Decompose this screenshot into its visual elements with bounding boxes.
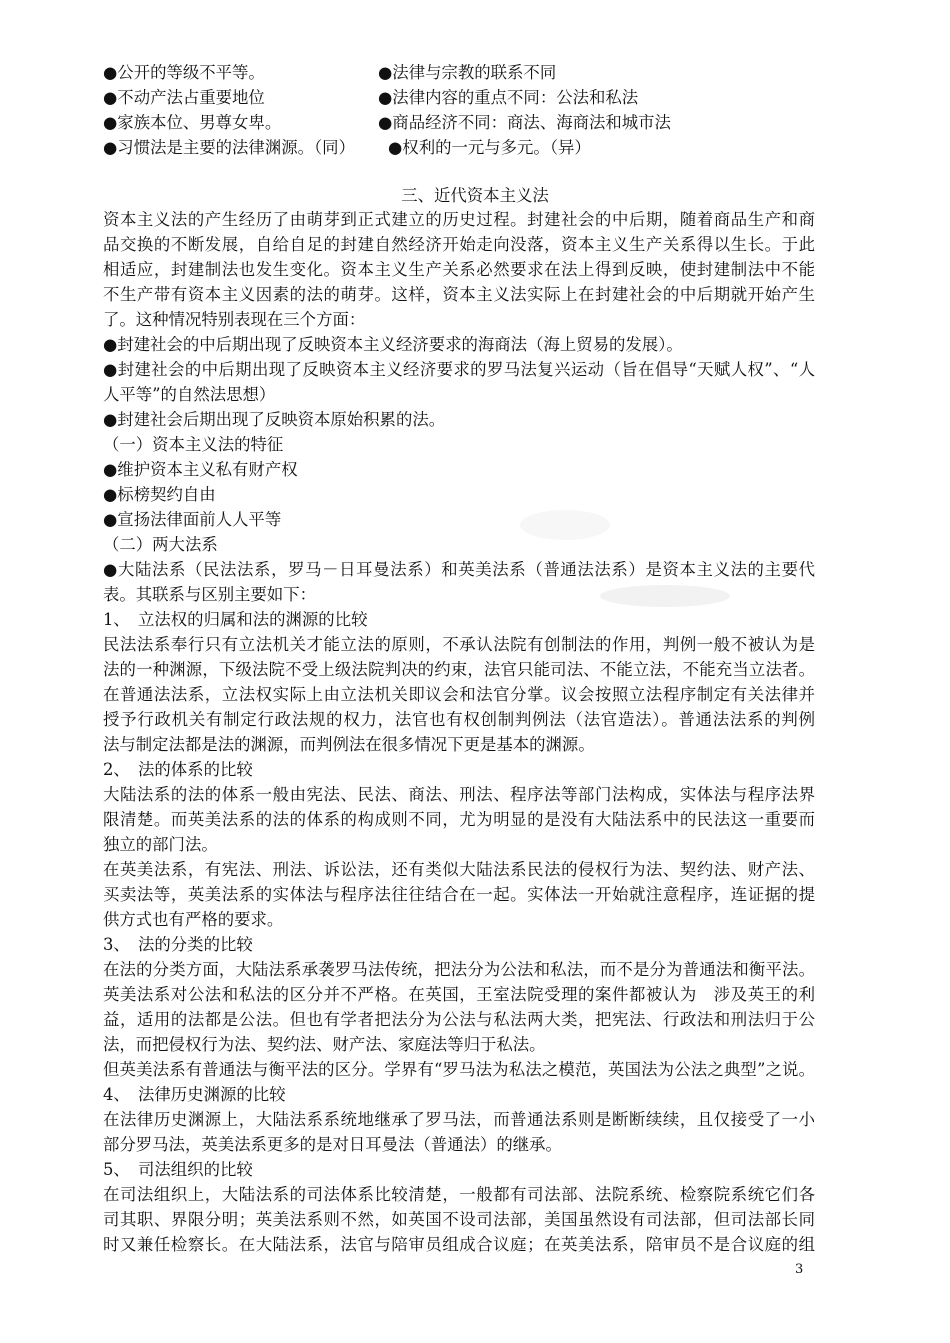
- difference-point: ●法律与宗教的联系不同: [378, 63, 557, 82]
- text-line: 益，适用的法都是公法。但也有学者把法分为公法与私法两大类，把宪法、行政法和刑法归于公: [103, 1010, 815, 1029]
- subheading: （二）两大法系: [103, 535, 218, 554]
- same-point: ●公开的等级不平等。: [103, 63, 265, 82]
- numbered-heading: 3、 法的分类的比较: [103, 935, 253, 954]
- text-line: 资本主义法的产生经历了由萌芽到正式建立的历史过程。封建社会的中后期，随着商品生产和商: [103, 210, 815, 229]
- text-line: 供方式也有严格的要求。: [103, 910, 284, 929]
- numbered-heading: 2、 法的体系的比较: [103, 760, 253, 779]
- text-line: 在英美法系，有宪法、刑法、诉讼法，还有类似大陆法系民法的侵权行为法、契约法、财产法、: [103, 860, 815, 879]
- section-title: 三、近代资本主义法: [401, 186, 549, 205]
- same-point: ●不动产法占重要地位: [103, 88, 265, 107]
- difference-point: ●商品经济不同：商法、海商法和城市法: [378, 113, 671, 132]
- text-line: 时又兼任检察长。在大陆法系，法官与陪审员组成合议庭；在英美法系，陪审员不是合议庭的组: [103, 1235, 815, 1254]
- numbered-heading: 5、 司法组织的比较: [103, 1160, 253, 1179]
- text-line: 独立的部门法。: [103, 835, 218, 854]
- text-line: 人平等”的自然法思想）: [103, 385, 276, 404]
- bullet-line: ●宣扬法律面前人人平等: [103, 510, 282, 529]
- same-point: ●习惯法是主要的法律渊源。（同）: [103, 138, 355, 157]
- text-line: 司其职、界限分明；英美法系则不然，如英国不设司法部，美国虽然设有司法部，但司法部长同: [103, 1210, 815, 1229]
- text-line: 品交换的不断发展，自给自足的封建自然经济开始走向没落，资本主义生产关系得以生长。于此: [103, 235, 815, 254]
- comparison-row: [103, 135, 823, 160]
- text-line: 大陆法系的法的体系一般由宪法、民法、商法、刑法、程序法等部门法构成，实体法与程序法界: [103, 785, 815, 804]
- bullet-line: ●封建社会的中后期出现了反映资本主义经济要求的罗马法复兴运动（旨在倡导“天赋人权”、“人: [103, 360, 815, 379]
- text-line: 在法的分类方面，大陆法系承袭罗马法传统，把法分为公法和私法，而不是分为普通法和衡平法。: [103, 960, 815, 979]
- text-line: 授予行政机关有制定行政法规的权力，法官也有权创制判例法（法官造法）。普通法法系的判例: [103, 710, 815, 729]
- text-line: 在普通法法系，立法权实际上由立法机关即议会和法官分掌。议会按照立法程序制定有关法律并: [103, 685, 815, 704]
- comparison-row: [103, 85, 823, 110]
- bullet-line: ●封建社会的中后期出现了反映资本主义经济要求的海商法（海上贸易的发展）。: [103, 335, 683, 354]
- comparison-row: [103, 110, 823, 135]
- difference-point: ●权利的一元与多元。（异）: [388, 138, 591, 157]
- bullet-line: ●标榜契约自由: [103, 485, 216, 504]
- text-line: 了。这种情况特别表现在三个方面：: [103, 310, 366, 329]
- text-line: 法与制定法都是法的渊源，而判例法在很多情况下更是基本的渊源。: [103, 735, 595, 754]
- page-number: 3: [795, 1262, 804, 1277]
- text-line: 民法法系奉行只有立法机关才能立法的原则，不承认法院有创制法的作用，判例一般不被认为是: [103, 635, 815, 654]
- numbered-heading: 1、 立法权的归属和法的渊源的比较: [103, 610, 368, 629]
- difference-point: ●法律内容的重点不同：公法和私法: [378, 88, 639, 107]
- text-line: 买卖法等，英美法系的实体法与程序法往往结合在一起。实体法一开始就注意程序，连证据的提: [103, 885, 815, 904]
- text-line: 表。其联系与区别主要如下：: [103, 585, 317, 604]
- comparison-row: [103, 60, 823, 85]
- text-line: 法，而把侵权行为法、契约法、财产法、家庭法等归于私法。: [103, 1035, 546, 1054]
- text-line: 部分罗马法，英美法系更多的是对日耳曼法（普通法）的继承。: [103, 1135, 562, 1154]
- bullet-line: ●大陆法系（民法法系，罗马－日耳曼法系）和英美法系（普通法法系）是资本主义法的主要代: [103, 560, 815, 579]
- text-line: 相适应，封建制法也发生变化。资本主义生产关系必然要求在法上得到反映，使封建制法中不能: [103, 260, 815, 279]
- comparison-columns: [103, 60, 823, 160]
- subheading: （一）资本主义法的特征: [103, 435, 284, 454]
- bullet-line: ●封建社会后期出现了反映资本原始积累的法。: [103, 410, 446, 429]
- same-point: ●家族本位、男尊女卑。: [103, 113, 282, 132]
- text-line: 英美法系对公法和私法的区分并不严格。在英国，王室法院受理的案件都被认为 涉及英王的利: [103, 985, 815, 1004]
- numbered-heading: 4、 法律历史渊源的比较: [103, 1085, 286, 1104]
- text-line: 在法律历史渊源上，大陆法系系统地继承了罗马法，而普通法系则是断断续续，且仅接受了一小: [103, 1110, 815, 1129]
- text-line: 在司法组织上，大陆法系的司法体系比较清楚，一般都有司法部、法院系统、检察院系统它们各: [103, 1185, 815, 1204]
- text-line: 不生产带有资本主义因素的法的萌芽。这样，资本主义法实际上在封建社会的中后期就开始产生: [103, 285, 815, 304]
- body-text: [103, 207, 815, 1257]
- text-line: 法的一种渊源，下级法院不受上级法院判决的约束，法官只能司法、不能立法，不能充当立法者。: [103, 660, 815, 679]
- text-line: 限清楚。而英美法系的法的体系的构成则不同，尤为明显的是没有大陆法系中的民法这一重要而: [103, 810, 815, 829]
- bullet-line: ●维护资本主义私有财产权: [103, 460, 298, 479]
- text-line: 但英美法系有普通法与衡平法的区分。学界有“罗马法为私法之模范，英国法为公法之典型”之说。: [103, 1060, 815, 1079]
